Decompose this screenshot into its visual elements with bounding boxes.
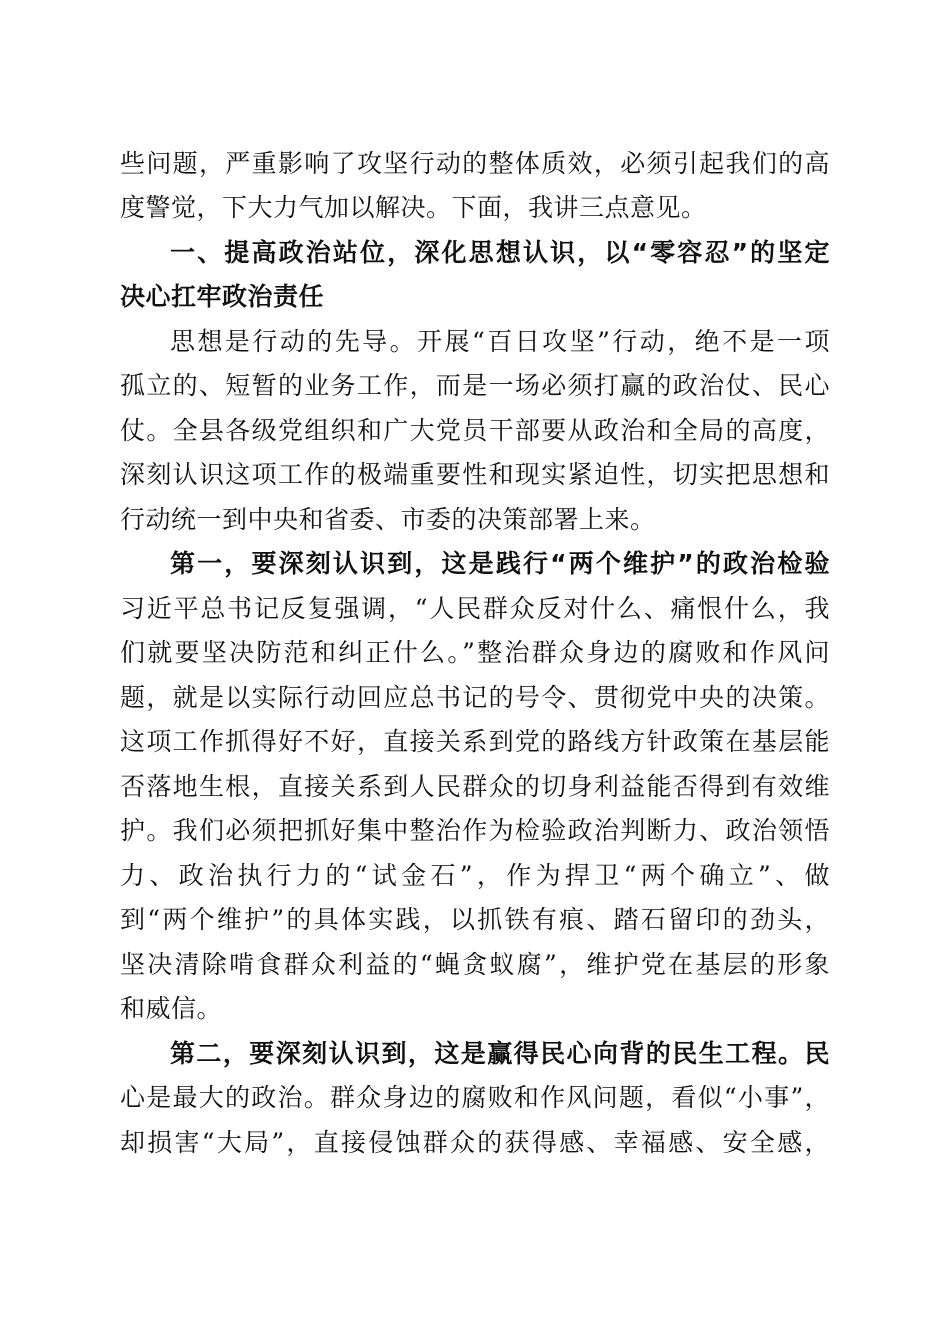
- text-line-6: 孤立的、短暂的业务工作，而是一场必须打赢的政治仗、民心: [120, 371, 830, 400]
- text-line-13: 题，就是以实际行动回应总书记的号令、贯彻党中央的决策。: [120, 683, 830, 712]
- text-line-5: 思想是行动的先导。开展“百日攻坚”行动，绝不是一项: [170, 327, 830, 356]
- section-heading-line-1: 一、提高政治站位，深化思想认识，以“零容忍”的坚定: [170, 238, 830, 267]
- text-line-8: 深刻认识这项工作的极端重要性和现实紧迫性，切实把思想和: [120, 460, 830, 489]
- subheading-first-line: 第一，要深刻认识到，这是践行“两个维护”的政治检验: [170, 549, 830, 578]
- text-line-7: 仗。全县各级党组织和广大党员干部要从政治和全局的高度，: [120, 416, 830, 445]
- text-line-1: 些问题，严重影响了攻坚行动的整体质效，必须引起我们的高: [120, 149, 830, 178]
- text-line-2: 度警觉，下大力气加以解决。下面，我讲三点意见。: [120, 193, 707, 222]
- text-line-20: 和威信。: [120, 994, 223, 1023]
- text-line-15: 否落地生根，直接关系到人民群众的切身利益能否得到有效维: [120, 772, 830, 801]
- subheading-second-line: 第二，要深刻认识到，这是赢得民心向背的民生工程。民: [170, 1039, 830, 1068]
- text-line-14: 这项工作抓得好不好，直接关系到党的路线方针政策在基层能: [120, 727, 830, 756]
- text-line-19: 坚决清除啃食群众利益的“蝇贪蚁腐”，维护党在基层的形象: [120, 950, 830, 979]
- text-line-16: 护。我们必须把抓好集中整治作为检验政治判断力、政治领悟: [120, 816, 830, 845]
- text-line-22: 心是最大的政治。群众身边的腐败和作风问题，看似“小事”，: [120, 1083, 830, 1112]
- section-heading-line-2: 决心扛牢政治责任: [120, 282, 325, 311]
- text-line-12: 们就要坚决防范和纠正什么。”整治群众身边的腐败和作风问: [120, 638, 830, 667]
- text-line-9: 行动统一到中央和省委、市委的决策部署上来。: [120, 505, 656, 534]
- text-line-11: 习近平总书记反复强调，“人民群众反对什么、痛恨什么，我: [120, 594, 830, 623]
- text-line-18: 到“两个维护”的具体实践，以抓铁有痕、踏石留印的劲头，: [120, 905, 830, 934]
- text-line-23: 却损害“大局”，直接侵蚀群众的获得感、幸福感、安全感，: [120, 1128, 830, 1157]
- text-line-17: 力、政治执行力的“试金石”，作为捍卫“两个确立”、做: [120, 861, 830, 890]
